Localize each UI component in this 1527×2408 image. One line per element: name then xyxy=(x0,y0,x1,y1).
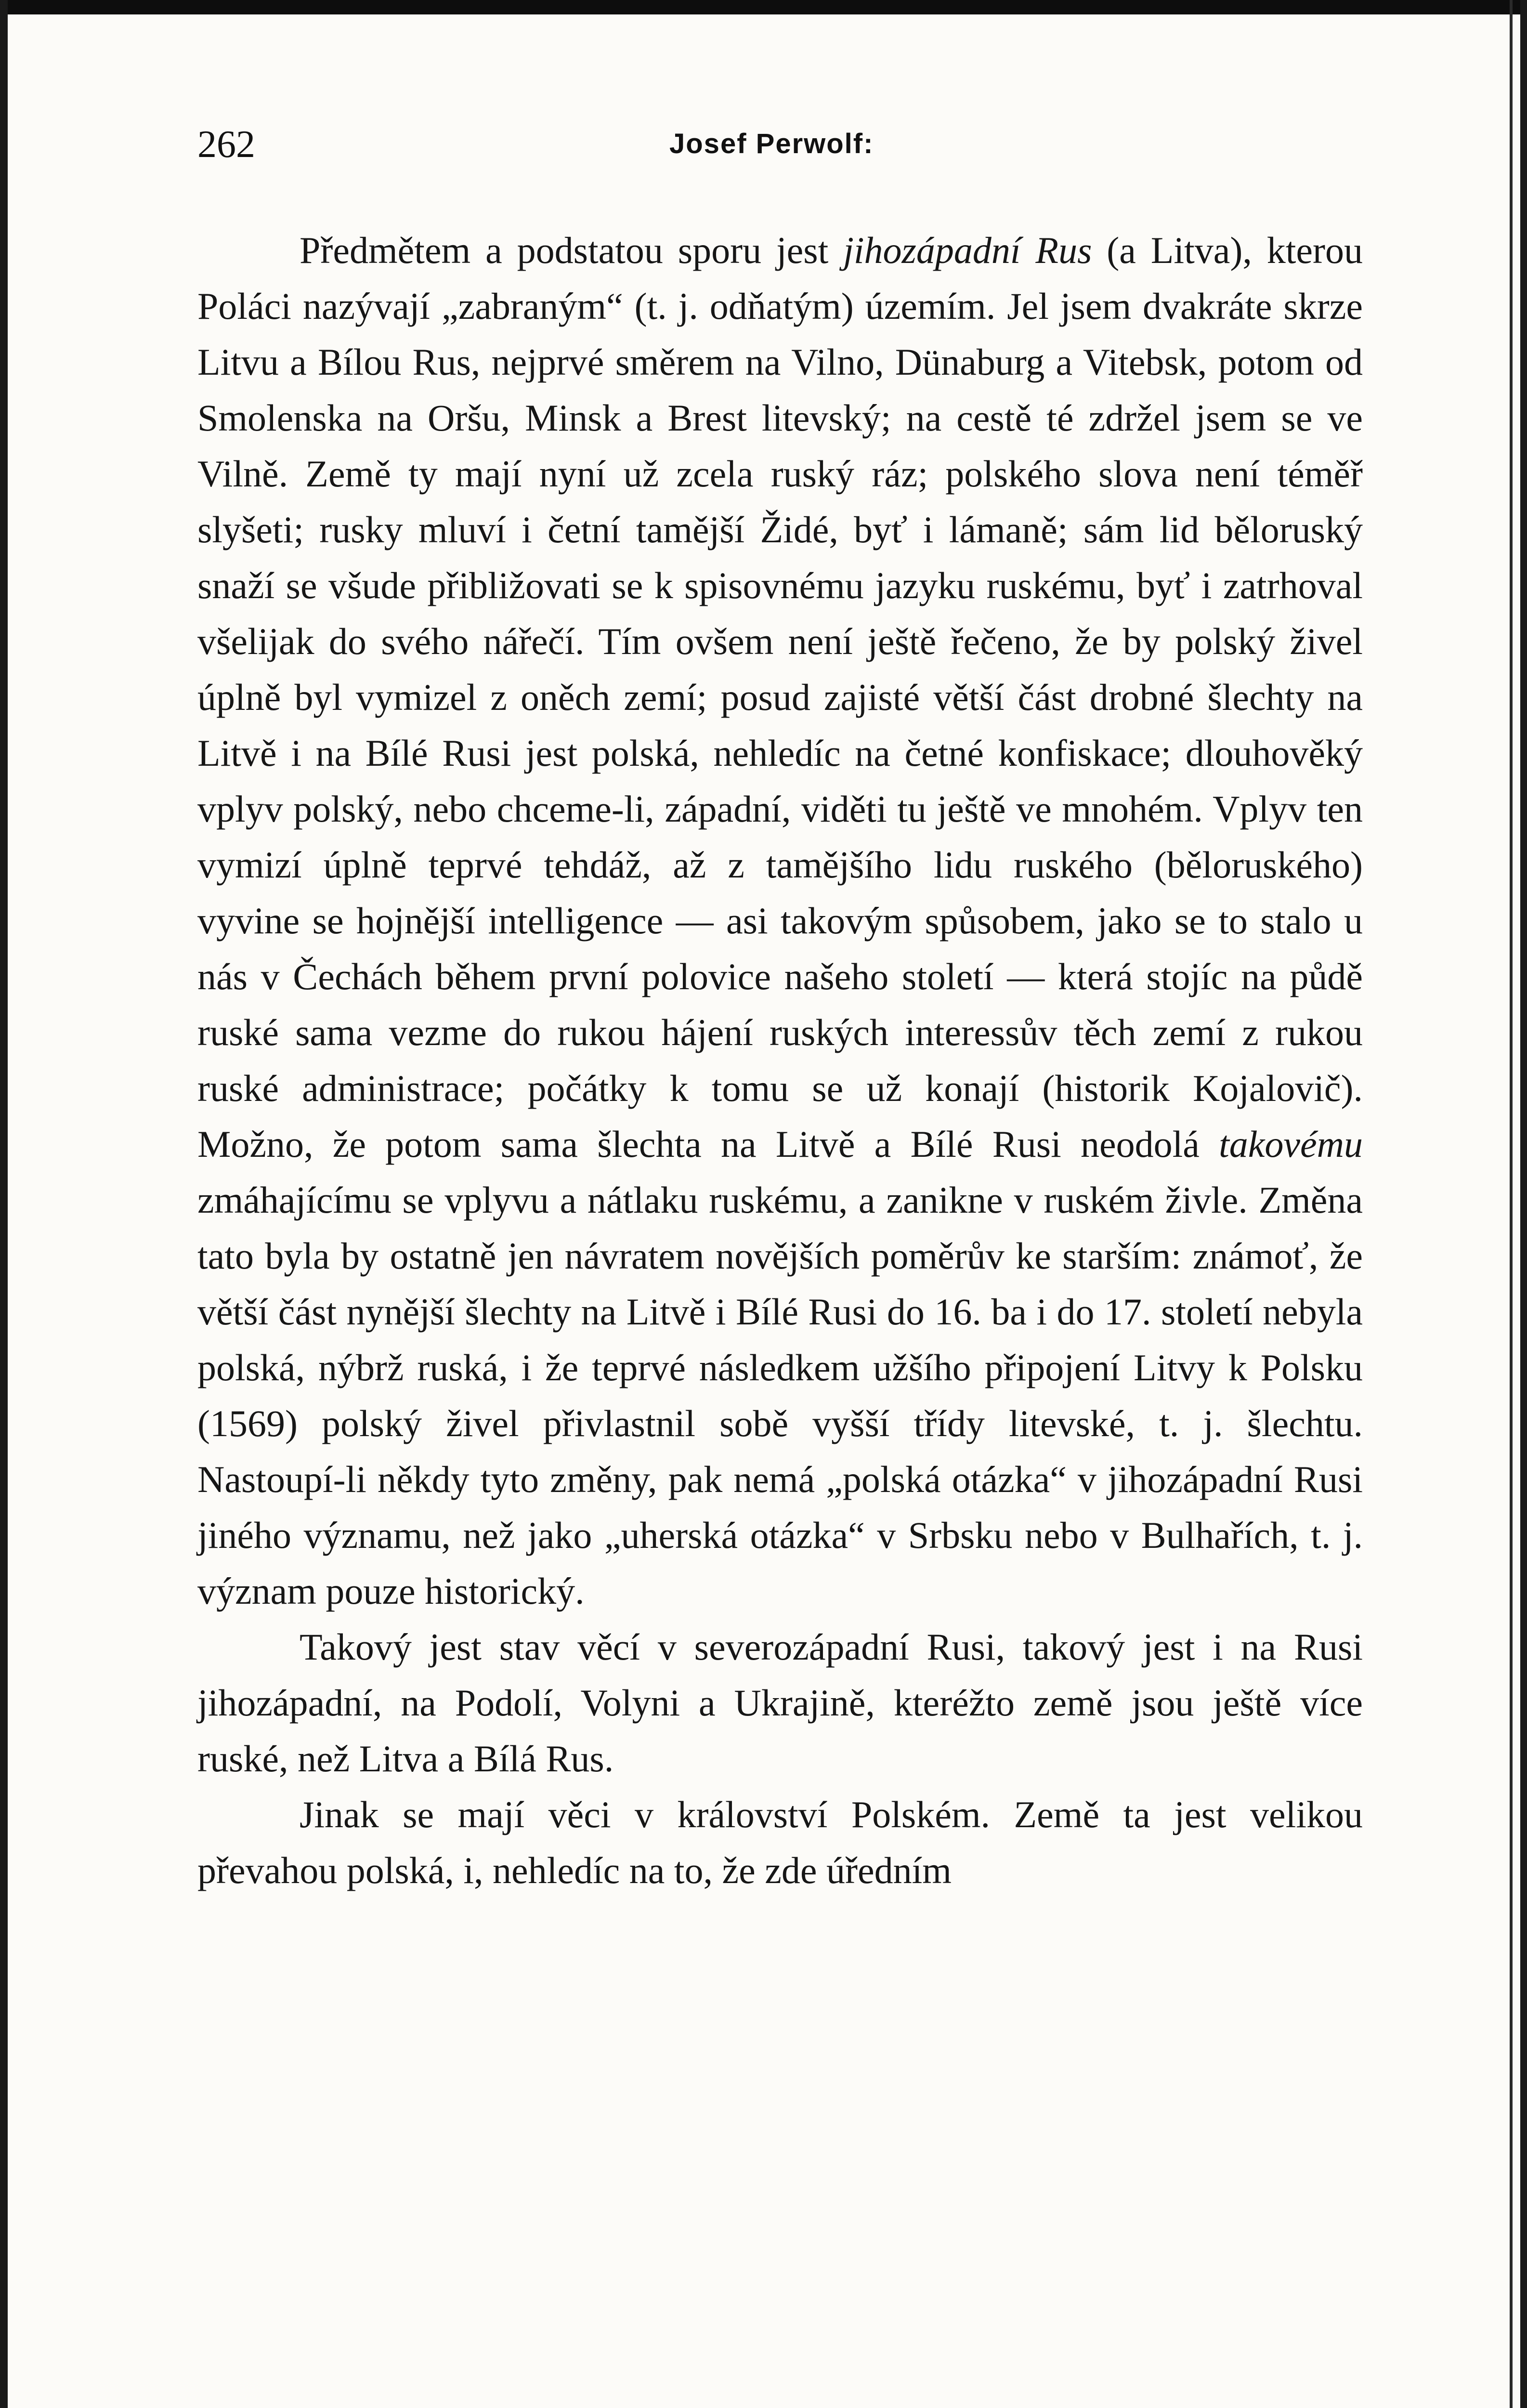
text-segment: Takový jest stav věcí v severozápadní Rusi, takový jest i na Rusi jihozápadní, na Podolí, Volyni a Ukrajině, kteréžto země jsou ještě více ruské, než Litva a Bílá Rus. xyxy=(197,1626,1363,1780)
italic-segment: jihozápadní Rus xyxy=(843,229,1092,271)
scan-border-left xyxy=(0,0,8,2408)
running-head: Josef Perwolf: xyxy=(669,128,874,159)
page-number: 262 xyxy=(197,123,255,166)
text-segment: (a Litva), kterou Poláci nazývají „zabraným“ (t. j. odňatým) územím. Jel jsem dvakráte skrze Litvu a Bílou Rus, nejprvé směrem na Vilno, Dünaburg a Vitebsk, potom od Smolenska na Oršu, Minsk a Brest litevský; na cestě té zdržel jsem se ve Vilně. Země ty mají nyní už zcela ruský ráz; polského slova není téměř slyšeti; rusky mluví i četní tamější Židé, byť i lámaně; sám lid běloruský snaží se všude přibližovati se k spisovnému jazyku ruskému, byť i zatrhoval všelijak do svého nářečí. Tím ovšem není ještě řečeno, že by polský živel úplně byl vymizel z oněch zemí; posud zajisté větší část drobné šlechty na Litvě i na Bílé Rusi jest polská, nehledíc na četné konfiskace; dlouhověký vplyv polský, nebo chceme-li, západní, viděti tu ještě ve mnohém. Vplyv ten vymizí úplně teprvé tehdáž, až z tamějšího lidu ruského (běloruského) vyvine se hojnější intelligence — asi takovým spůsobem, jako se to stalo u nás v Čechách během první polovice našeho století — která stojíc na půdě ruské sama vezme do rukou hájení ruských interessův těch zemí z rukou ruské administrace; počátky k tomu se už konají (historik Kojalovič). Možno, že potom sama šlechta na Litvě a Bílé Rusi neodolá xyxy=(197,229,1363,1165)
text-segment: zmáhajícímu se vplyvu a nátlaku ruskému, a zanikne v ruském živle. Změna tato byla by ostatně jen návratem novějších poměrův ke starším: známoť, že větší část nynější šlechty na Litvě i Bílé Rusi do 16. ba i do 17. století nebyla polská, nýbrž ruská, i že teprvé následkem užšího připojení Litvy k Polsku (1569) polský živel přivlastnil sobě vyšší třídy litevské, t. j. šlechtu. Nastoupí-li někdy tyto změny, pak nemá „polská otázka“ v jihozápadní Rusi jiného významu, než jako „uherská otázka“ v Srbsku nebo v Bulhařích, t. j. význam pouze historický. xyxy=(197,1179,1363,1612)
text-segment: Předmětem a podstatou sporu jest xyxy=(300,229,844,271)
scan-border-right-inner xyxy=(1510,0,1513,2408)
scan-border-right xyxy=(1520,0,1527,2408)
text-segment: Jinak se mají věci v království Polském. Země ta jest velikou převahou polská, i, nehledíc na to, že zde úředním xyxy=(197,1793,1363,1891)
page-header xyxy=(197,120,1363,178)
paragraph-3 xyxy=(197,1787,1363,1898)
italic-segment: takovému xyxy=(1219,1123,1363,1165)
paragraph-1 xyxy=(197,222,1363,1619)
paragraph-2 xyxy=(197,1619,1363,1787)
body-text xyxy=(197,222,1363,1898)
scan-border-top xyxy=(0,0,1527,14)
